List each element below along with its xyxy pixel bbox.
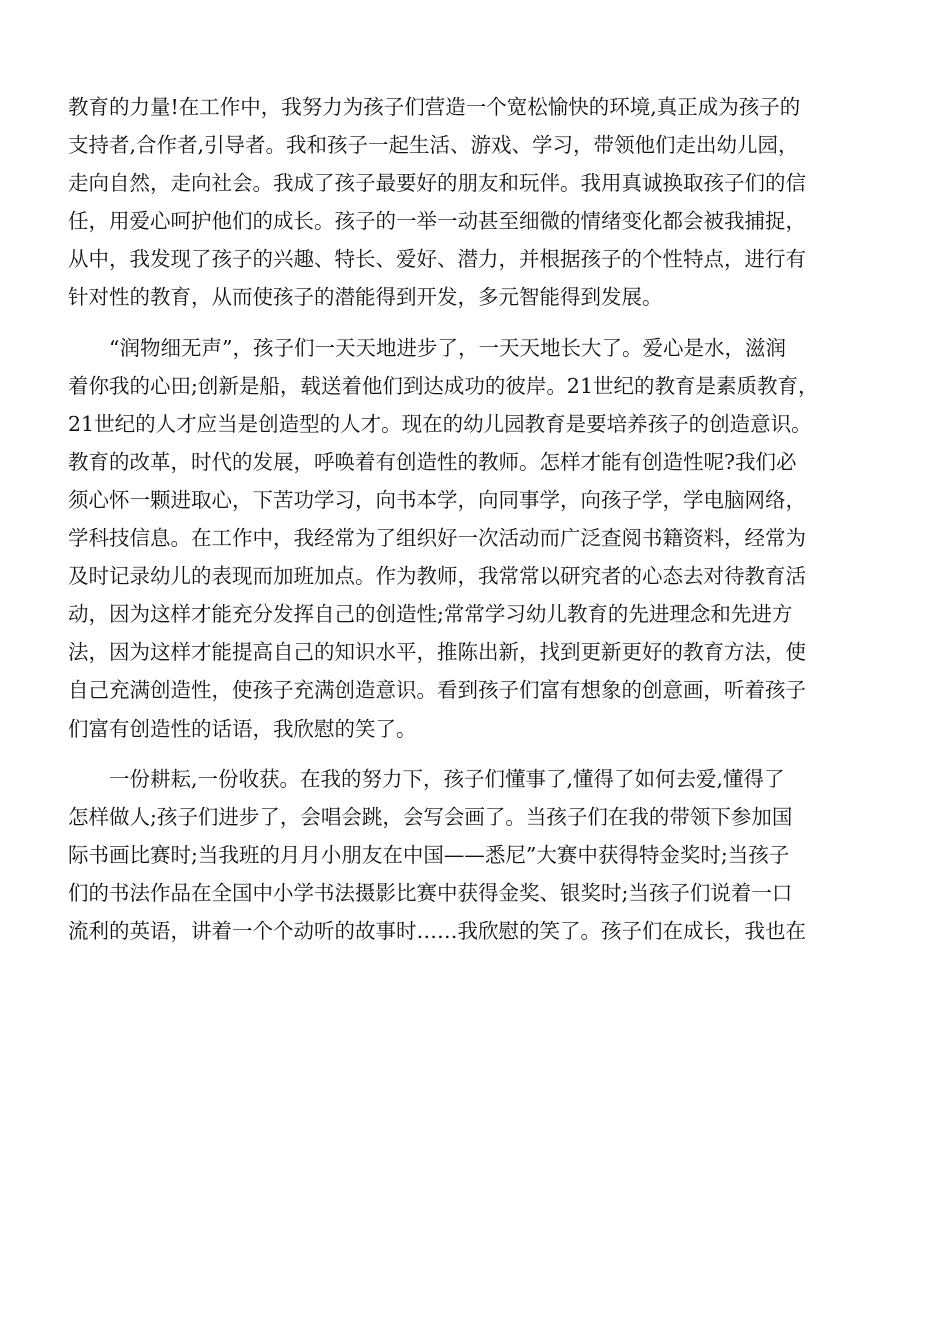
text-line: 教育的力量!在工作中，我努力为孩子们营造一个宽松愉快的环境,真正成为孩子的 — [68, 95, 801, 119]
paragraph-gap — [68, 748, 888, 760]
text-line: 走向自然，走向社会。我成了孩子最要好的朋友和玩伴。我用真诚换取孩子们的信 — [68, 171, 806, 196]
text-line: 针对性的教育，从而使孩子的潜能得到开发，多元智能得到发展。 — [68, 285, 663, 310]
text-line: 教育的改革，时代的发展，呼唤着有创造性的教师。怎样才能有创造性呢?我们必 — [68, 449, 797, 474]
text-line: 及时记录幼儿的表现而加班加点。作为教师，我常常以研究者的心态去对待教育活 — [68, 564, 806, 589]
text-line: 21世纪的人才应当是创造型的人才。现在的幼儿园教育是要培养孩子的创造意识。 — [68, 411, 812, 436]
text-line: 学科技信息。在工作中，我经常为了组织好一次活动而广泛查阅书籍资料，经常为 — [68, 526, 806, 551]
text-line: 支持者,合作者,引导者。我和孩子一起生活、游戏、学习，带领他们走出幼儿园， — [68, 133, 799, 158]
text-line: 一份耕耘,一份收获。在我的努力下，孩子们懂事了,懂得了如何去爱,懂得了 — [68, 766, 785, 791]
text-line: 自己充满创造性，使孩子充满创造意识。看到孩子们富有想象的创意画，听着孩子 — [68, 678, 806, 703]
text-line: 任，用爱心呵护他们的成长。孩子的一举一动甚至细微的情绪变化都会被我捕捉， — [68, 209, 806, 234]
text-line: 须心怀一颗进取心，下苦功学习，向书本学，向同事学，向孩子学，学电脑网络， — [68, 487, 806, 512]
text-line: 们富有创造性的话语，我欣慰的笑了。 — [68, 716, 417, 741]
text-line: 从中，我发现了孩子的兴趣、特长、爱好、潜力，并根据孩子的个性特点，进行有 — [68, 247, 806, 272]
paragraph-gap — [68, 317, 888, 329]
text-line: 法，因为这样才能提高自己的知识水平，推陈出新，找到更新更好的教育方法，使 — [68, 640, 806, 665]
text-line: 际书画比赛时;当我班的月月小朋友在中国——悉尼”大赛中获得特金奖时;当孩子 — [68, 842, 790, 867]
text-line: “润物细无声”，孩子们一天天地进步了，一天天地长大了。爱心是水，滋润 — [68, 335, 786, 360]
body-text — [68, 88, 888, 950]
text-line: 流利的英语，讲着一个个动听的故事时……我欣慰的笑了。孩子们在成长，我也在 — [68, 918, 806, 943]
text-line: 着你我的心田;创新是船，载送着他们到达成功的彼岸。21世纪的教育是素质教育， — [68, 373, 819, 398]
text-line: 动，因为这样才能充分发挥自己的创造性;常常学习幼儿教育的先进理念和先进方 — [68, 602, 793, 627]
text-line: 们的书法作品在全国中小学书法摄影比赛中获得金奖、银奖时;当孩子们说着一口 — [68, 880, 793, 905]
text-line: 怎样做人;孩子们进步了，会唱会跳，会写会画了。当孩子们在我的带领下参加国 — [68, 804, 793, 829]
